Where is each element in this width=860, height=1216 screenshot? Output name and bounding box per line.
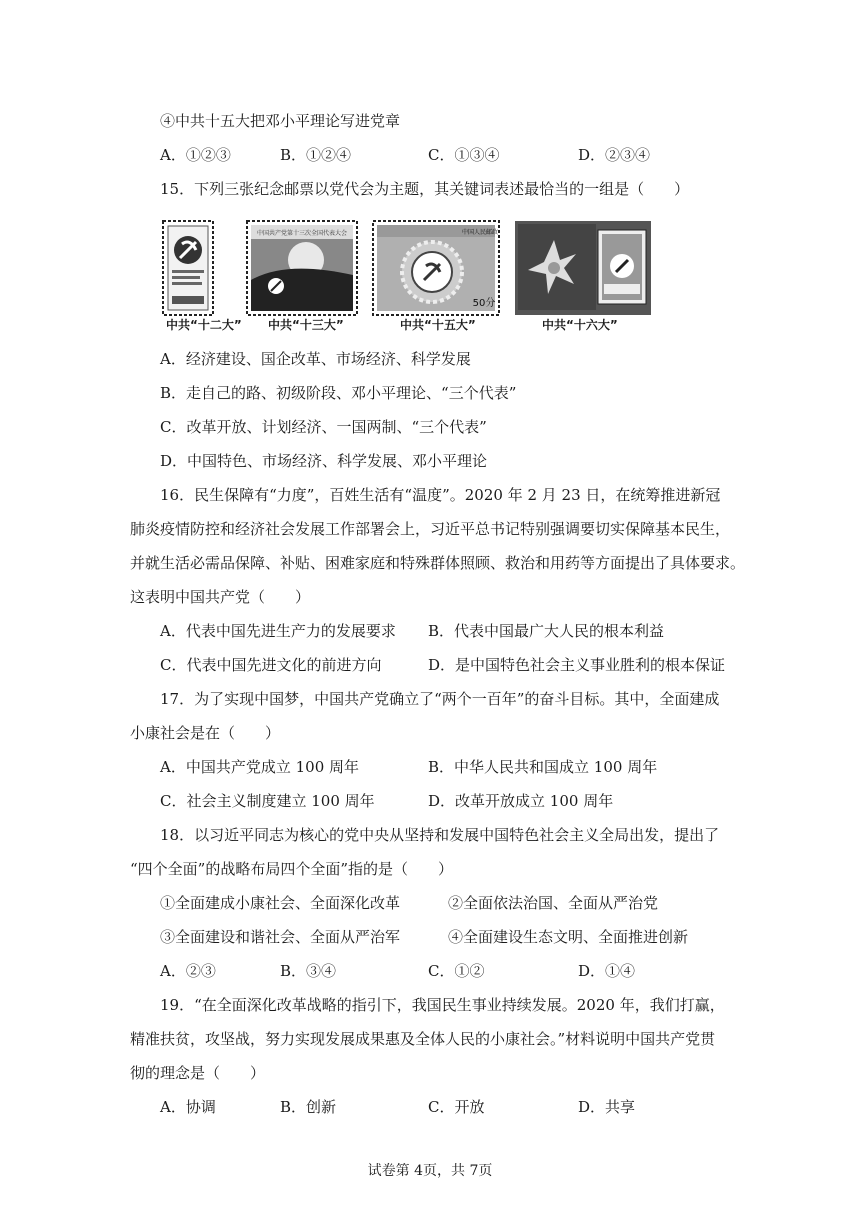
q18-statement-4: ④全面建设生态文明、全面推进创新 — [448, 928, 689, 946]
stamp-caption-15: 中共“十五大” — [400, 318, 476, 332]
q14-option-b: B．①②④ — [280, 146, 352, 164]
q18-stem-line-1: 18．以习近平同志为核心的党中央从坚持和发展中国特色社会主义全局出发，提出了 — [160, 826, 720, 844]
q18-stem-line-2: “四个全面”的战略布局四个全面”指的是（ ） — [130, 860, 454, 878]
stamp-caption-13: 中共“十三大” — [268, 318, 344, 332]
stamp-12th-congress-image — [162, 220, 214, 316]
q16-option-c: C．代表中国先进文化的前进方向 — [160, 656, 382, 674]
q17-stem-line-2: 小康社会是在（ ） — [130, 724, 281, 742]
q15-option-b: B．走自己的路、初级阶段、邓小平理论、“三个代表” — [160, 384, 517, 402]
q18-option-d: D．①④ — [578, 962, 636, 980]
stamp-caption-16: 中共“十六大” — [542, 318, 618, 332]
q18-statement-3: ③全面建设和谐社会、全面从严治军 — [160, 928, 401, 946]
stamp-images — [160, 216, 660, 336]
q16-stem-line-4: 这表明中国共产党（ ） — [130, 588, 311, 606]
page-footer: 试卷第 4页，共 7页 — [367, 1163, 493, 1179]
q18-option-b: B．③④ — [280, 962, 337, 980]
q19-option-a: A．协调 — [160, 1098, 216, 1116]
q19-stem-line-3: 彻的理念是（ ） — [130, 1064, 266, 1082]
q16-stem-line-1: 16．民生保障有“力度”，百姓生活有“温度”。2020 年 2 月 23 日，在统筹推进新冠 — [160, 486, 721, 504]
q18-statement-1: ①全面建成小康社会、全面深化改革 — [160, 894, 401, 912]
q17-stem-line-1: 17．为了实现中国梦，中国共产党确立了“两个一百年”的奋斗目标。其中，全面建成 — [160, 690, 720, 708]
q16-option-b: B．代表中国最广大人民的根本利益 — [428, 622, 665, 640]
q19-option-c: C．开放 — [428, 1098, 485, 1116]
stamp-3-postal-text: 中国人民邮政 — [461, 229, 499, 236]
stamp-16th-congress-image — [514, 220, 652, 316]
q15-stem: 15．下列三张纪念邮票以党代会为主题，其关键词表述最恰当的一组是（ ） — [160, 180, 690, 198]
q16-stem-line-2: 肺炎疫情防控和经济社会发展工作部署会上，习近平总书记特别强调要切实保障基本民生， — [130, 520, 731, 538]
q17-option-d: D．改革开放成立 100 周年 — [428, 792, 614, 810]
stamp-caption-12: 中共“十二大” — [166, 318, 242, 332]
q15-option-a: A．经济建设、国企改革、市场经济、科学发展 — [160, 350, 471, 368]
stamp-3-value-text: 50分 — [472, 298, 496, 309]
q18-option-a: A．②③ — [160, 962, 216, 980]
q15-option-d: D．中国特色、市场经济、科学发展、邓小平理论 — [160, 452, 488, 470]
q15-option-c: C．改革开放、计划经济、一国两制、“三个代表” — [160, 418, 487, 436]
q14-option-a: A．①②③ — [160, 146, 231, 164]
q19-stem-line-2: 精准扶贫，攻坚战，努力实现发展成果惠及全体人民的小康社会。”材料说明中国共产党贯 — [130, 1030, 716, 1048]
q18-statement-2: ②全面依法治国、全面从严治党 — [448, 894, 659, 912]
q16-option-a: A．代表中国先进生产力的发展要求 — [160, 622, 396, 640]
q18-option-c: C．①② — [428, 962, 485, 980]
q17-option-b: B．中华人民共和国成立 100 周年 — [428, 758, 658, 776]
q14-option-c: C．①③④ — [428, 146, 500, 164]
stamp-2-header-text: 中国共产党第十三次全国代表大会 — [256, 230, 348, 237]
stamp-15th-congress-image — [372, 220, 500, 316]
q16-stem-line-3: 并就生活必需品保障、补贴、困难家庭和特殊群体照顾、救治和用药等方面提出了具体要求。 — [130, 554, 746, 572]
q17-option-c: C．社会主义制度建立 100 周年 — [160, 792, 375, 810]
stamp-13th-congress-image — [246, 220, 358, 316]
q19-option-d: D．共享 — [578, 1098, 636, 1116]
q19-stem-line-1: 19．“在全面深化改革战略的指引下，我国民生事业持续发展。2020 年，我们打赢， — [160, 996, 725, 1014]
q17-option-a: A．中国共产党成立 100 周年 — [160, 758, 360, 776]
q14-option-d: D．②③④ — [578, 146, 651, 164]
q16-option-d: D．是中国特色社会主义事业胜利的根本保证 — [428, 656, 726, 674]
q14-statement-4: ④中共十五大把邓小平理论写进党章 — [160, 112, 401, 130]
q19-option-b: B．创新 — [280, 1098, 337, 1116]
